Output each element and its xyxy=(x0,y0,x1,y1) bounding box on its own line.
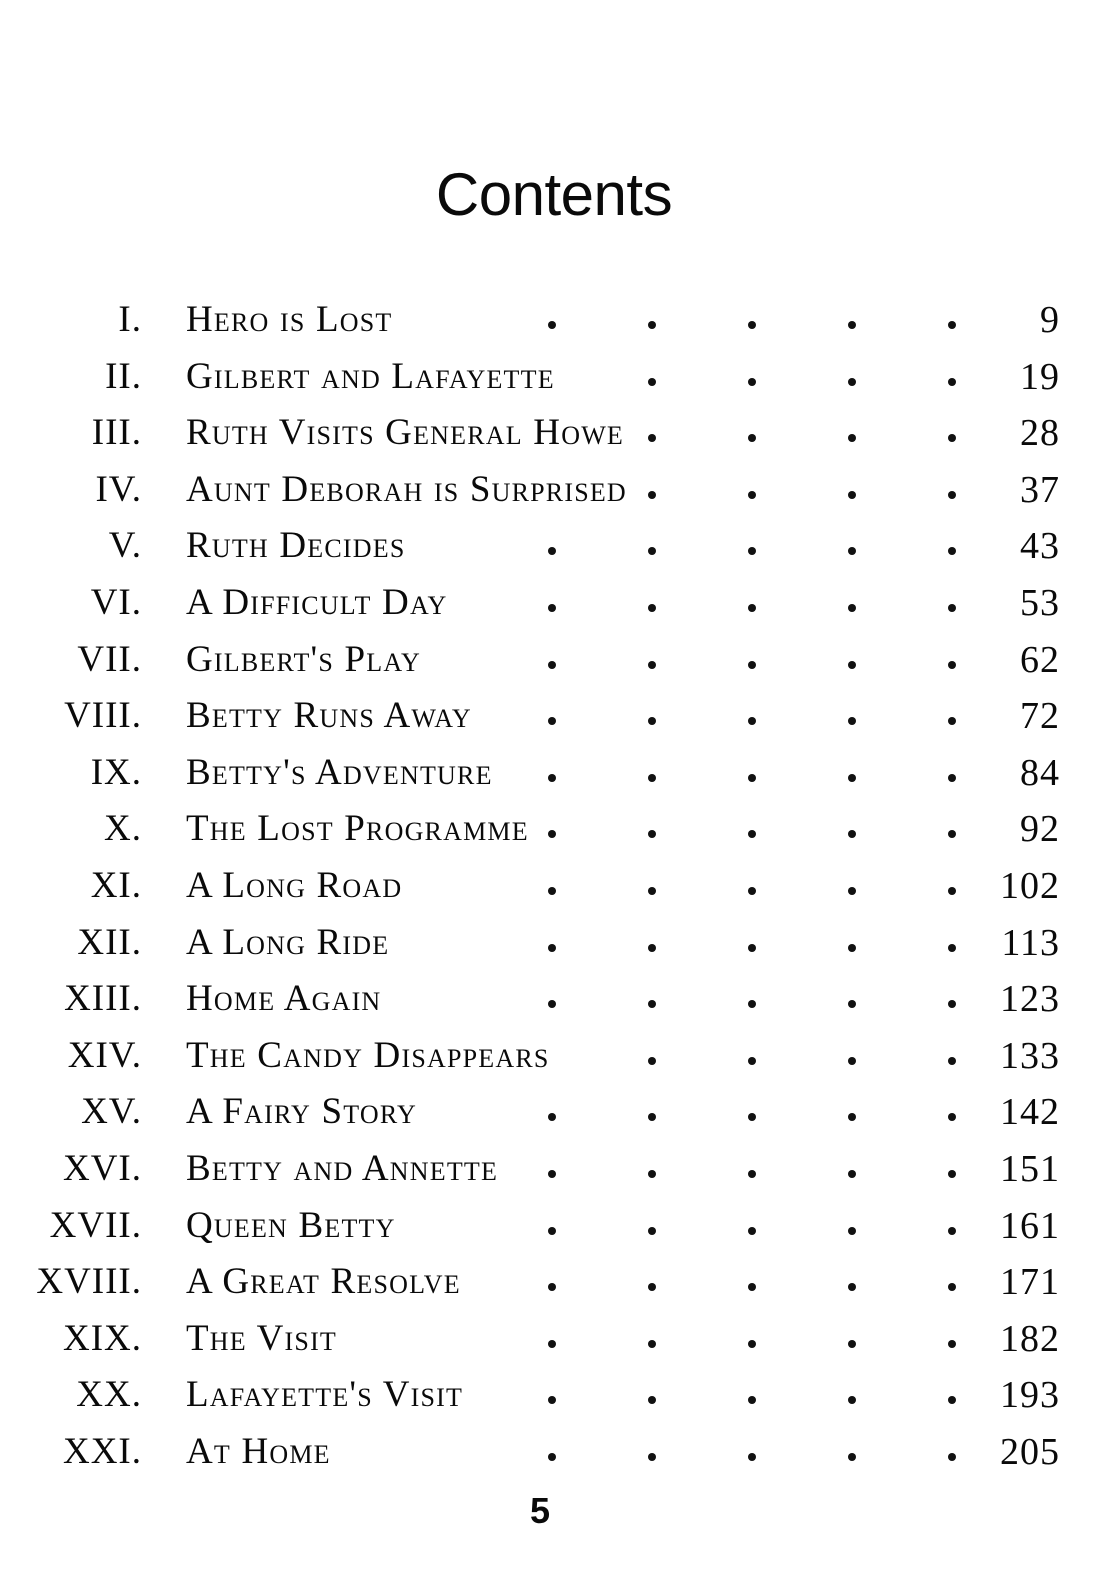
leader-dot xyxy=(748,604,756,612)
chapter-title: Hero is Lost xyxy=(186,292,398,349)
leader-dot xyxy=(848,944,856,952)
leader-dot xyxy=(548,661,556,669)
leader-dot xyxy=(848,1227,856,1235)
leader-dot xyxy=(848,774,856,782)
leader-dot xyxy=(648,1113,656,1121)
leader-dot xyxy=(548,1113,556,1121)
leader-dot xyxy=(648,1283,656,1291)
leader-dot xyxy=(648,434,656,442)
leader-dot xyxy=(948,944,956,952)
leader-dot xyxy=(548,944,556,952)
chapter-page: 9 xyxy=(1040,299,1060,341)
chapter-number: I. xyxy=(118,299,142,340)
chapter-page: 161 xyxy=(1000,1204,1060,1247)
chapter-page: 84 xyxy=(1020,751,1060,794)
leader-dot xyxy=(748,830,756,838)
leader-dot xyxy=(748,1000,756,1008)
leader-dot xyxy=(748,434,756,442)
leader-dot xyxy=(748,661,756,669)
chapter-number: III. xyxy=(91,412,142,454)
leader-dot xyxy=(548,1396,556,1404)
leader-dot xyxy=(948,1057,956,1065)
toc-entry[interactable] xyxy=(0,745,1108,802)
chapter-title: A Long Road xyxy=(186,858,408,915)
leader-dot xyxy=(848,547,856,555)
chapter-number: XIV. xyxy=(67,1034,142,1076)
chapter-page: 102 xyxy=(1000,864,1060,907)
toc-entry[interactable] xyxy=(0,575,1108,632)
chapter-title: The Lost Programme xyxy=(186,801,535,858)
chapter-number: VI. xyxy=(90,581,142,623)
chapter-number: VII. xyxy=(77,638,142,680)
page-title: Contents xyxy=(435,161,673,228)
leader-dot xyxy=(848,717,856,725)
chapter-number: XX. xyxy=(76,1374,142,1416)
dot-leader xyxy=(450,1254,958,1311)
leader-dot xyxy=(948,661,956,669)
chapter-page: 205 xyxy=(1000,1430,1060,1473)
dot-leader xyxy=(450,1084,958,1141)
leader-dot xyxy=(648,378,656,386)
chapter-number: IV. xyxy=(95,468,142,510)
dot-leader xyxy=(450,688,958,745)
toc-entry[interactable] xyxy=(0,462,1108,519)
dot-leader xyxy=(450,632,958,689)
dot-leader xyxy=(450,1424,958,1481)
chapter-number: VIII. xyxy=(64,695,142,737)
dot-leader xyxy=(450,915,958,972)
leader-dot xyxy=(648,604,656,612)
chapter-title: Betty's Adventure xyxy=(186,745,499,802)
leader-dot xyxy=(848,1453,856,1461)
leader-dot xyxy=(948,1453,956,1461)
leader-dot xyxy=(948,491,956,499)
chapter-number: XII. xyxy=(77,921,142,963)
leader-dot xyxy=(648,491,656,499)
leader-dot xyxy=(848,1000,856,1008)
leader-dot xyxy=(548,830,556,838)
chapter-number: XI. xyxy=(90,864,142,906)
toc-entry[interactable] xyxy=(0,292,1108,349)
leader-dot xyxy=(948,887,956,895)
toc-entry[interactable] xyxy=(0,405,1108,462)
leader-dot xyxy=(848,604,856,612)
chapter-title: A Fairy Story xyxy=(186,1084,423,1141)
leader-dot xyxy=(548,1227,556,1235)
leader-dot xyxy=(548,547,556,555)
toc-entry[interactable] xyxy=(0,518,1108,575)
toc-entry[interactable] xyxy=(0,632,1108,689)
leader-dot xyxy=(648,1396,656,1404)
leader-dot xyxy=(748,774,756,782)
leader-dot xyxy=(848,1113,856,1121)
toc-entry[interactable] xyxy=(0,1254,1108,1311)
leader-dot xyxy=(948,434,956,442)
leader-dot xyxy=(548,1340,556,1348)
chapter-title: Gilbert's Play xyxy=(186,632,427,689)
chapter-number: XXI. xyxy=(62,1430,142,1472)
leader-dot xyxy=(948,547,956,555)
leader-dot xyxy=(548,887,556,895)
chapter-title: A Long Ride xyxy=(186,915,395,972)
chapter-page: 142 xyxy=(1000,1091,1060,1134)
dot-leader xyxy=(450,1311,958,1368)
chapter-title: Lafayette's Visit xyxy=(186,1367,469,1424)
leader-dot xyxy=(648,830,656,838)
leader-dot xyxy=(948,1113,956,1121)
leader-dot xyxy=(548,774,556,782)
chapter-number: IX. xyxy=(90,751,142,793)
leader-dot xyxy=(648,1227,656,1235)
toc-entry[interactable] xyxy=(0,1198,1108,1255)
toc-entry[interactable] xyxy=(0,1084,1108,1141)
chapter-page: 151 xyxy=(1000,1147,1060,1190)
toc-entry[interactable] xyxy=(0,801,1108,858)
leader-dot xyxy=(648,1000,656,1008)
leader-dot xyxy=(748,321,756,329)
chapter-title: Ruth Visits General Howe xyxy=(186,405,630,462)
chapter-page: 182 xyxy=(1000,1317,1060,1360)
toc-entry[interactable] xyxy=(0,915,1108,972)
chapter-page: 133 xyxy=(1000,1034,1060,1077)
chapter-page: 43 xyxy=(1020,525,1060,568)
chapter-number: XVII. xyxy=(49,1204,142,1246)
chapter-title: The Candy Disappears xyxy=(186,1028,556,1085)
leader-dot xyxy=(948,1227,956,1235)
chapter-title: Betty and Annette xyxy=(186,1141,504,1198)
chapter-number: XVI. xyxy=(62,1147,142,1189)
chapter-number: XVIII. xyxy=(36,1261,142,1303)
leader-dot xyxy=(648,944,656,952)
chapter-title: Queen Betty xyxy=(186,1198,402,1255)
leader-dot xyxy=(948,321,956,329)
leader-dot xyxy=(848,1170,856,1178)
toc-entry[interactable] xyxy=(0,688,1108,745)
leader-dot xyxy=(548,604,556,612)
leader-dot xyxy=(848,321,856,329)
leader-dot xyxy=(748,887,756,895)
chapter-page: 53 xyxy=(1020,581,1060,624)
leader-dot xyxy=(948,1170,956,1178)
leader-dot xyxy=(848,830,856,838)
dot-leader xyxy=(450,1367,958,1424)
chapter-number: II. xyxy=(105,355,142,397)
chapter-number: XIII. xyxy=(64,978,142,1020)
leader-dot xyxy=(848,1283,856,1291)
leader-dot xyxy=(948,1000,956,1008)
leader-dot xyxy=(648,321,656,329)
chapter-page: 113 xyxy=(1001,921,1060,964)
leader-dot xyxy=(748,944,756,952)
toc-entry[interactable] xyxy=(0,1424,1108,1481)
chapter-title: Ruth Decides xyxy=(186,518,411,575)
page-number: 5 xyxy=(529,1490,551,1531)
dot-leader xyxy=(450,858,958,915)
chapter-number: V. xyxy=(108,525,142,567)
toc-entry[interactable] xyxy=(0,858,1108,915)
leader-dot xyxy=(748,1170,756,1178)
leader-dot xyxy=(948,774,956,782)
toc-entry[interactable] xyxy=(0,971,1108,1028)
chapter-page: 28 xyxy=(1020,412,1060,455)
leader-dot xyxy=(548,717,556,725)
table-of-contents xyxy=(0,292,1108,1480)
leader-dot xyxy=(648,1453,656,1461)
leader-dot xyxy=(548,1283,556,1291)
leader-dot xyxy=(948,1283,956,1291)
leader-dot xyxy=(848,887,856,895)
chapter-page: 171 xyxy=(1000,1261,1060,1304)
dot-leader xyxy=(450,1141,958,1198)
leader-dot xyxy=(948,604,956,612)
leader-dot xyxy=(548,1000,556,1008)
chapter-page: 37 xyxy=(1020,468,1060,511)
leader-dot xyxy=(848,1396,856,1404)
chapter-title: Aunt Deborah is Surprised xyxy=(186,462,633,519)
leader-dot xyxy=(748,1113,756,1121)
leader-dot xyxy=(748,1453,756,1461)
leader-dot xyxy=(748,547,756,555)
chapter-page: 123 xyxy=(1000,978,1060,1021)
toc-entry[interactable] xyxy=(0,1367,1108,1424)
leader-dot xyxy=(748,1340,756,1348)
toc-entry[interactable] xyxy=(0,349,1108,406)
leader-dot xyxy=(748,1057,756,1065)
leader-dot xyxy=(748,1227,756,1235)
leader-dot xyxy=(548,1170,556,1178)
toc-entry[interactable] xyxy=(0,1028,1108,1085)
leader-dot xyxy=(548,1453,556,1461)
dot-leader xyxy=(450,292,958,349)
leader-dot xyxy=(948,1340,956,1348)
leader-dot xyxy=(548,321,556,329)
dot-leader xyxy=(450,575,958,632)
chapter-number: XIX. xyxy=(62,1317,142,1359)
chapter-title: A Difficult Day xyxy=(186,575,454,632)
chapter-number: XV. xyxy=(81,1091,142,1133)
chapter-page: 72 xyxy=(1020,695,1060,738)
dot-leader xyxy=(450,1198,958,1255)
leader-dot xyxy=(948,378,956,386)
dot-leader xyxy=(450,971,958,1028)
leader-dot xyxy=(648,1057,656,1065)
leader-dot xyxy=(748,717,756,725)
chapter-title: The Visit xyxy=(186,1311,343,1368)
leader-dot xyxy=(848,661,856,669)
chapter-page: 193 xyxy=(1000,1374,1060,1417)
chapter-title: Home Again xyxy=(186,971,387,1028)
leader-dot xyxy=(948,717,956,725)
leader-dot xyxy=(848,1340,856,1348)
leader-dot xyxy=(648,774,656,782)
leader-dot xyxy=(748,378,756,386)
chapter-title: Gilbert and Lafayette xyxy=(186,349,561,406)
chapter-page: 92 xyxy=(1020,808,1060,851)
toc-entry[interactable] xyxy=(0,1141,1108,1198)
leader-dot xyxy=(648,1170,656,1178)
leader-dot xyxy=(848,491,856,499)
chapter-title: At Home xyxy=(186,1424,337,1481)
leader-dot xyxy=(848,378,856,386)
leader-dot xyxy=(748,491,756,499)
chapter-number: X. xyxy=(104,808,142,850)
leader-dot xyxy=(648,887,656,895)
leader-dot xyxy=(648,547,656,555)
chapter-title: A Great Resolve xyxy=(186,1254,467,1311)
leader-dot xyxy=(748,1283,756,1291)
chapter-page: 62 xyxy=(1020,638,1060,681)
leader-dot xyxy=(848,434,856,442)
leader-dot xyxy=(948,1396,956,1404)
leader-dot xyxy=(648,717,656,725)
dot-leader xyxy=(450,518,958,575)
dot-leader xyxy=(450,745,958,802)
leader-dot xyxy=(748,1396,756,1404)
chapter-page: 19 xyxy=(1020,355,1060,398)
toc-entry[interactable] xyxy=(0,1311,1108,1368)
chapter-title: Betty Runs Away xyxy=(186,688,478,745)
leader-dot xyxy=(648,661,656,669)
leader-dot xyxy=(648,1340,656,1348)
leader-dot xyxy=(948,830,956,838)
leader-dot xyxy=(848,1057,856,1065)
